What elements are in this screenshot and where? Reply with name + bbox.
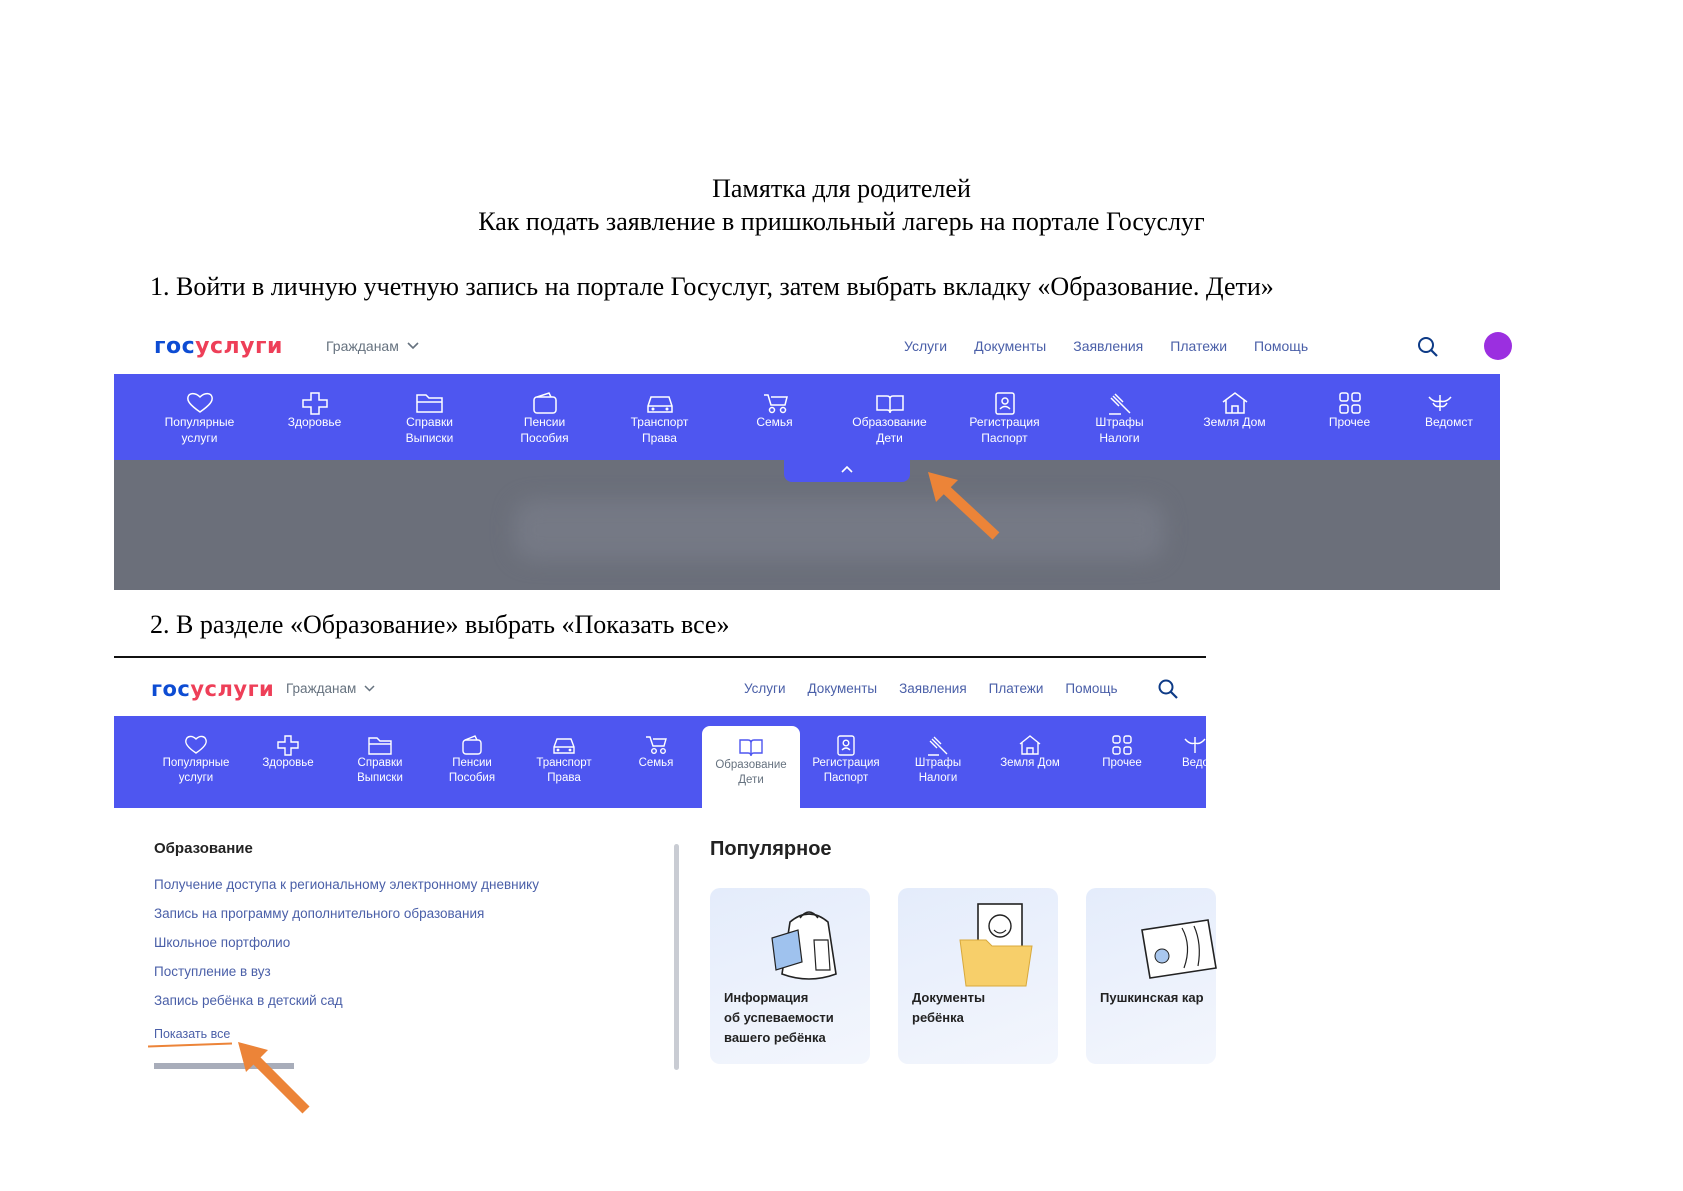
heart-icon	[183, 734, 209, 756]
nav-help[interactable]: Помощь	[1254, 338, 1309, 354]
cat-pensions[interactable]: Пенсии Пособия	[426, 716, 518, 808]
portal-header-2	[114, 664, 1206, 716]
grid-icon	[1109, 734, 1135, 756]
screenshot-1	[114, 318, 1500, 590]
divider	[114, 656, 1206, 658]
cat-departments[interactable]: Ведомст	[1407, 374, 1515, 460]
book-icon	[875, 391, 905, 415]
pointer-arrow-show-all	[234, 1040, 314, 1116]
nav-help[interactable]: Помощь	[1065, 681, 1118, 696]
underline-mark	[148, 1043, 232, 1048]
gavel-icon	[1105, 391, 1135, 415]
chevron-down-icon	[407, 342, 419, 350]
cat-health[interactable]: Здоровье	[242, 716, 334, 808]
folder-photo-illustration	[956, 900, 1046, 990]
cat-transport[interactable]: Транспорт Права	[518, 716, 610, 808]
collapse-tab[interactable]	[784, 460, 910, 482]
cat-certificates[interactable]: Справки Выписки	[334, 716, 426, 808]
cat-popular[interactable]: Популярные услуги	[150, 716, 242, 808]
cat-other[interactable]: Прочее	[1076, 716, 1168, 808]
house-icon	[1017, 734, 1043, 756]
top-nav-2	[744, 681, 1118, 696]
citizens-dropdown-2[interactable]: Гражданам	[286, 681, 375, 696]
wallet-icon	[530, 391, 560, 415]
show-all-link[interactable]: Показать все	[154, 1027, 231, 1041]
eagle-icon	[1182, 734, 1208, 756]
cat-land[interactable]: Земля Дом	[1177, 374, 1292, 460]
tile-grades[interactable]	[710, 888, 870, 1064]
cat-certificates[interactable]: Справки Выписки	[372, 374, 487, 460]
cat-family[interactable]: Семья	[610, 716, 702, 808]
search-icon[interactable]	[1416, 335, 1440, 359]
health-cross-icon	[275, 734, 301, 756]
passport-icon	[990, 391, 1020, 415]
popular-title: Популярное	[710, 838, 832, 860]
cat-family[interactable]: Семья	[717, 374, 832, 460]
car-icon	[551, 734, 577, 756]
car-icon	[645, 391, 675, 415]
link-kindergarten[interactable]: Запись ребёнка в детский сад	[154, 993, 343, 1008]
avatar[interactable]	[1484, 332, 1512, 360]
cat-registration[interactable]: Регистрация Паспорт	[947, 374, 1062, 460]
tile-child-documents-label: Документы ребёнка	[912, 990, 986, 1026]
scrollbar[interactable]	[674, 844, 679, 1070]
cat-pensions[interactable]: Пенсии Пособия	[487, 374, 602, 460]
education-heading: Образование	[154, 840, 253, 857]
tile-grades-label: Информация об успеваемости вашего ребёнка	[724, 990, 834, 1046]
pointer-arrow-education	[924, 470, 1004, 542]
cat-fines[interactable]: Штрафы Налоги	[892, 716, 984, 808]
category-bar	[114, 374, 1500, 460]
step-1-text: 1. Войти в личную учетную запись на портале Госуслуг, затем выбрать вкладку «Образование. Дети»	[150, 272, 1274, 301]
cat-education[interactable]: Образование Дети	[832, 374, 947, 460]
cat-fines[interactable]: Штрафы Налоги	[1062, 374, 1177, 460]
book-icon	[738, 736, 764, 758]
nav-payments[interactable]: Платежи	[988, 681, 1044, 696]
cat-departments[interactable]: Ведом	[1168, 716, 1242, 808]
education-menu	[154, 840, 714, 1041]
cat-education-active[interactable]: Образование Дети	[702, 726, 800, 808]
house-icon	[1220, 391, 1250, 415]
cat-other[interactable]: Прочее	[1292, 374, 1407, 460]
cat-health[interactable]: Здоровье	[257, 374, 372, 460]
nav-services[interactable]: Услуги	[744, 681, 786, 696]
top-nav	[904, 338, 1308, 354]
wallet-icon	[459, 734, 485, 756]
nav-payments[interactable]: Платежи	[1170, 338, 1228, 354]
chevron-down-icon	[364, 685, 375, 692]
link-diary[interactable]: Получение доступа к региональному электронному дневнику	[154, 877, 539, 892]
search-icon[interactable]	[1157, 678, 1179, 700]
gavel-icon	[925, 734, 951, 756]
nav-applications[interactable]: Заявления	[1073, 338, 1144, 354]
portal-header	[114, 318, 1500, 374]
link-university[interactable]: Поступление в вуз	[154, 964, 271, 979]
nav-documents[interactable]: Документы	[974, 338, 1047, 354]
eagle-icon	[1425, 391, 1455, 415]
gosuslugi-logo[interactable]: госуслуги	[154, 334, 283, 359]
tile-pushkin-card[interactable]	[1086, 888, 1216, 1064]
nav-documents[interactable]: Документы	[807, 681, 878, 696]
nav-applications[interactable]: Заявления	[899, 681, 967, 696]
nav-services[interactable]: Услуги	[904, 338, 948, 354]
link-extra-education[interactable]: Запись на программу дополнительного образования	[154, 906, 485, 921]
cat-popular[interactable]: Популярные услуги	[142, 374, 257, 460]
document-title: Памятка для родителей	[712, 174, 971, 203]
document-subtitle: Как подать заявление в пришкольный лагерь на портале Госуслуг	[478, 207, 1205, 236]
screenshot-2	[114, 664, 1217, 1070]
heart-icon	[185, 391, 215, 415]
cat-transport[interactable]: Транспорт Права	[602, 374, 717, 460]
folder-icon	[415, 391, 445, 415]
cat-land[interactable]: Земля Дом	[984, 716, 1076, 808]
tile-pushkin-card-label: Пушкинская кар	[1100, 990, 1204, 1005]
tile-child-documents[interactable]	[898, 888, 1058, 1064]
step-2-text: 2. В разделе «Образование» выбрать «Показать все»	[150, 610, 730, 639]
cat-registration[interactable]: Регистрация Паспорт	[800, 716, 892, 808]
grid-icon	[1335, 391, 1365, 415]
chevron-up-icon	[841, 465, 853, 473]
blurred-content	[514, 500, 1164, 560]
backpack-illustration	[764, 900, 854, 990]
category-bar-2	[114, 716, 1217, 808]
pushkin-card-illustration	[1140, 916, 1220, 986]
link-portfolio[interactable]: Школьное портфолио	[154, 935, 291, 950]
folder-icon	[367, 734, 393, 756]
stroller-icon	[643, 734, 669, 756]
passport-icon	[833, 734, 859, 756]
stroller-icon	[760, 391, 790, 415]
health-cross-icon	[300, 391, 330, 415]
citizens-dropdown[interactable]: Гражданам	[326, 338, 419, 354]
gosuslugi-logo-2[interactable]: госуслуги	[151, 677, 275, 701]
